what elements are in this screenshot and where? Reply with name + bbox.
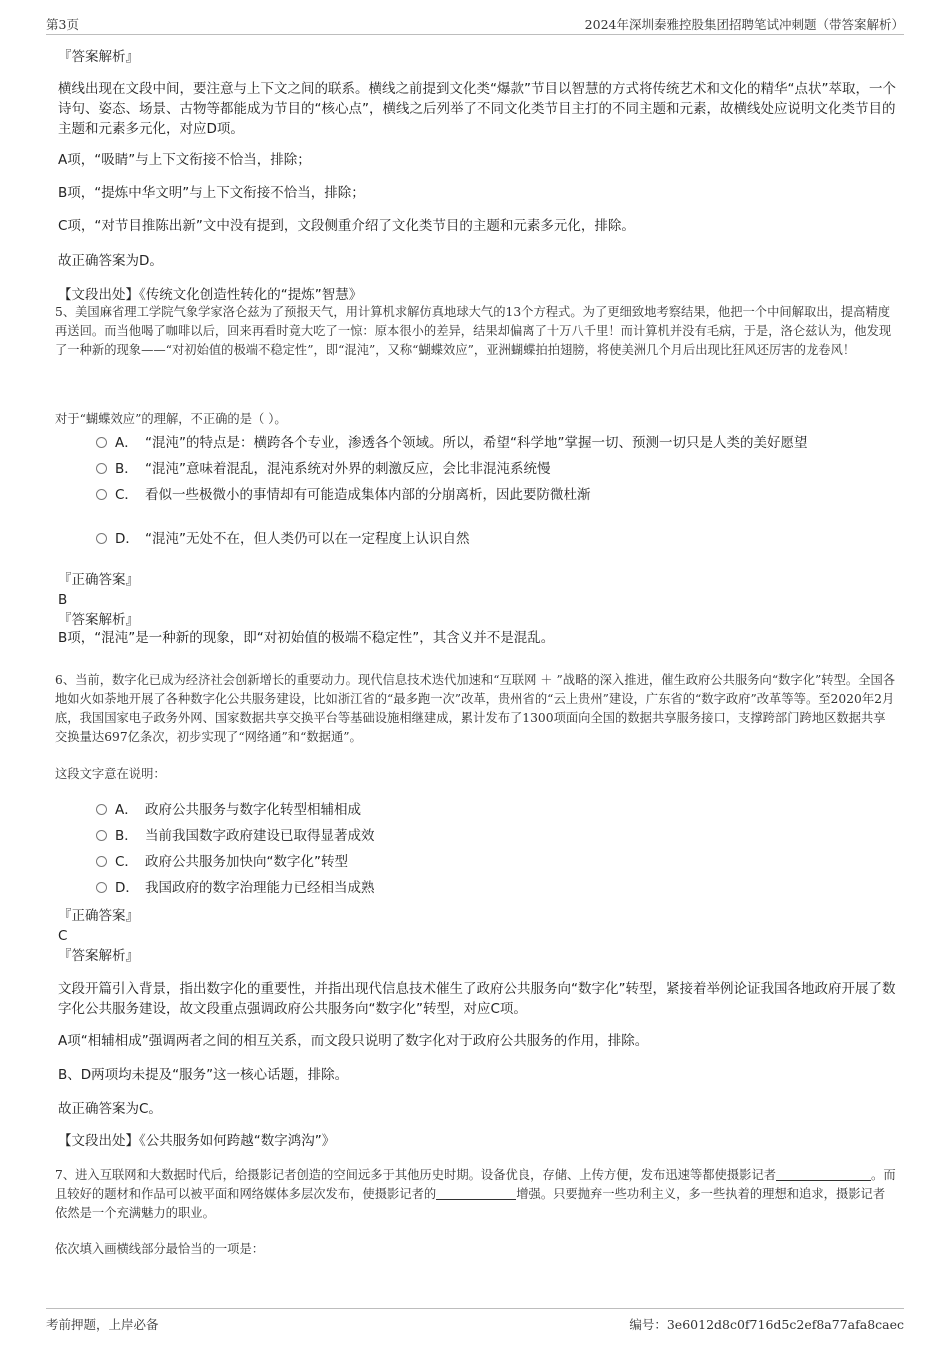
option-text: 看似一些极微小的事情却有可能造成集体内部的分崩离析，因此要防微杜渐 xyxy=(145,487,591,503)
analysis-option-a: A项，“吸睛”与上下文衔接不恰当，排除； xyxy=(58,152,311,168)
question-5-option-c[interactable] xyxy=(96,485,916,505)
fill-blank-1 xyxy=(776,1168,871,1181)
question-5-option-d[interactable] xyxy=(96,529,916,549)
correct-answer-value: B xyxy=(58,592,68,608)
correct-answer-value: C xyxy=(58,928,68,944)
radio-icon[interactable] xyxy=(96,856,107,867)
analysis-label: 『答案解析』 xyxy=(58,948,139,964)
stem-text: 增强。只要抛弃一些功利主义，多一些执着的理想和追求，摄影记者依然是一个充满魅力的职业。 xyxy=(55,1187,886,1220)
analysis-label: 『答案解析』 xyxy=(58,49,139,65)
option-letter: D． xyxy=(115,531,139,547)
source-citation: 【文段出处】《传统文化创造性转化的“提炼”智慧》 xyxy=(58,287,363,303)
option-text: “混沌”无处不在，但人类仍可以在一定程度上认识自然 xyxy=(145,531,470,547)
analysis-paragraph: 文段开篇引入背景，指出数字化的重要性，并指出现代信息技术催生了政府公共服务向“数字化”转型，紧接着举例论证我国各地政府开展了数字化公共服务建设，故文段重点强调政府公共服务向“数字化”转型，对应C项。 xyxy=(58,981,896,1017)
option-letter: A． xyxy=(115,435,138,451)
question-5-option-a[interactable] xyxy=(96,433,916,453)
analysis-option-c: C项，“对节目推陈出新”文中没有提到，文段侧重介绍了文化类节目的主题和元素多元化，排除。 xyxy=(58,218,635,234)
question-6-option-d[interactable] xyxy=(96,878,916,898)
analysis-paragraph: 横线出现在文段中间，要注意与上下文之间的联系。横线之前提到文化类“爆款”节目以智慧的方式将传统艺术和文化的精华“点状”萃取，一个诗句、姿态、场景、古物等都能成为节目的“核心点”，横线之后列举了不同文化类节目主打的不同主题和元素，故横线处应说明文化类节目的主题和元素多元化，对应D项。 xyxy=(58,81,896,137)
analysis-option-bd: B、D两项均未提及“服务”这一核心话题，排除。 xyxy=(58,1067,349,1083)
question-6-option-a[interactable] xyxy=(96,800,916,820)
question-7-stem xyxy=(55,1166,897,1223)
radio-icon[interactable] xyxy=(96,489,107,500)
radio-icon[interactable] xyxy=(96,437,107,448)
option-letter: C． xyxy=(115,487,138,503)
page-number: 第3页 xyxy=(46,17,79,32)
option-text: 政府公共服务与数字化转型相辅相成 xyxy=(145,802,361,818)
radio-icon[interactable] xyxy=(96,830,107,841)
radio-icon[interactable] xyxy=(96,463,107,474)
radio-icon[interactable] xyxy=(96,882,107,893)
option-letter: B． xyxy=(115,828,138,844)
footer-slogan: 考前押题，上岸必备 xyxy=(46,1317,159,1332)
question-6-option-c[interactable] xyxy=(96,852,916,872)
page-footer xyxy=(46,1308,904,1339)
correct-answer-label: 『正确答案』 xyxy=(58,908,139,924)
analysis-option-b: B项，“提炼中华文明”与上下文衔接不恰当，排除； xyxy=(58,185,365,201)
stem-text: 7、进入互联网和大数据时代后，给摄影记者创造的空间远多于其他历史时期。设备优良，存储、上传方便，发布迅速等都使摄影记者 xyxy=(55,1168,777,1182)
analysis-label: 『答案解析』 xyxy=(58,612,139,628)
source-citation: 【文段出处】《公共服务如何跨越“数字鸿沟”》 xyxy=(58,1133,336,1149)
stem-text: 。而且较好的题材和作品可以被平面和网络媒体多层次发布，使摄影记者的 xyxy=(55,1168,896,1201)
question-6-option-b[interactable] xyxy=(96,826,916,846)
question-6-stem: 6、当前，数字化已成为经济社会创新增长的重要动力。现代信息技术迭代加速和“互联网 ＋ ”战略的深入推进，催生政府公共服务向“数字化”转型。全国各地如火如荼地开展了各种数字化公共服务建设，比如浙江省的“最多跑一次”改革，贵州省的“云上贵州”建设，广东省的“数字政府”改革等等。至2020年2月底，我国国家电子政务外网、国家数据共享交换平台等基础设施相继建成，累计发布了1300项面向全国的数据共享服务接口，支撑跨部门跨地区数据共享交换量达697亿条次，初步实现了“网络通”和“数据通”。 xyxy=(55,673,896,744)
option-letter: A． xyxy=(115,802,138,818)
option-letter: C． xyxy=(115,854,138,870)
radio-icon[interactable] xyxy=(96,804,107,815)
option-text: “混沌”的特点是：横跨各个专业，渗透各个领域。所以，希望“科学地”掌握一切、预测一切只是人类的美好愿望 xyxy=(145,435,808,451)
option-text: 我国政府的数字治理能力已经相当成熟 xyxy=(145,880,375,896)
analysis-paragraph: B项，“混沌”是一种新的现象，即“对初始值的极端不稳定性”，其含义并不是混乱。 xyxy=(58,630,555,646)
fill-blank-2 xyxy=(436,1187,516,1200)
document-title: 2024年深圳秦雅控股集团招聘笔试冲刺题（带答案解析） xyxy=(584,17,904,32)
document-id: 编号：3e6012d8c0f716d5c2ef8a77afa8caec xyxy=(629,1317,904,1332)
question-6-prompt: 这段文字意在说明： xyxy=(55,767,166,781)
correct-answer-label: 『正确答案』 xyxy=(58,572,139,588)
analysis-conclusion: 故正确答案为D。 xyxy=(58,253,163,269)
question-7-prompt: 依次填入画横线部分最恰当的一项是： xyxy=(55,1242,265,1256)
analysis-conclusion: 故正确答案为C。 xyxy=(58,1101,162,1117)
question-5-prompt: 对于“蝴蝶效应”的理解，不正确的是（ ）。 xyxy=(55,412,287,426)
option-letter: B． xyxy=(115,461,138,477)
radio-icon[interactable] xyxy=(96,533,107,544)
option-text: 当前我国数字政府建设已取得显著成效 xyxy=(145,828,375,844)
page-header xyxy=(46,12,904,35)
question-5-option-b[interactable] xyxy=(96,459,916,479)
option-letter: D． xyxy=(115,880,139,896)
option-text: 政府公共服务加快向“数字化”转型 xyxy=(145,854,348,870)
question-5-stem: 5、美国麻省理工学院气象学家洛仑兹为了预报天气，用计算机求解仿真地球大气的13个方程式。为了更细致地考察结果，他把一个中间解取出，提高精度再送回。而当他喝了咖啡以后，回来再看时竟大吃了一惊：原本很小的差异，结果却偏离了十万八千里！而计算机并没有毛病，于是，洛仑兹认为，他发现了一种新的现象——“对初始值的极端不稳定性”，即“混沌”，又称“蝴蝶效应”，亚洲蝴蝶拍拍翅膀，将使美洲几个月后出现比狂风还厉害的龙卷风！ xyxy=(55,305,892,357)
analysis-option-a: A项“相辅相成”强调两者之间的相互关系，而文段只说明了数字化对于政府公共服务的作用，排除。 xyxy=(58,1033,649,1049)
option-text: “混沌”意味着混乱，混沌系统对外界的刺激反应，会比非混沌系统慢 xyxy=(145,461,551,477)
